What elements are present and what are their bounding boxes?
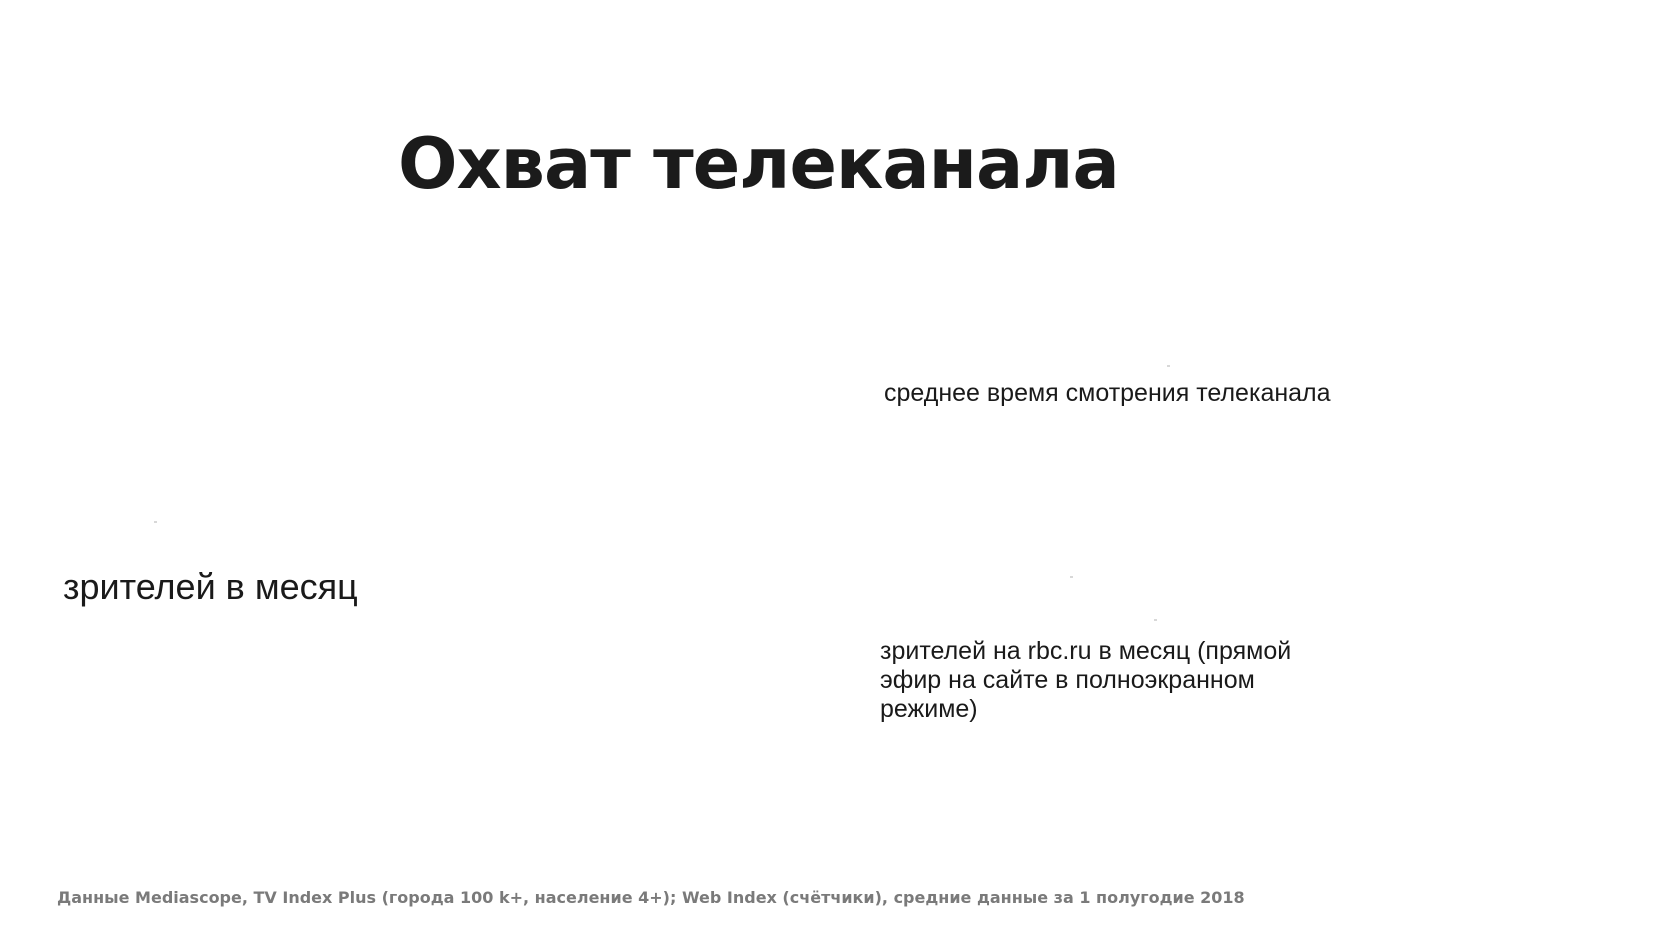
rbc-viewers-label-line-1: зрителей на rbc.ru в месяц (прямой [880, 637, 1292, 665]
speck-mark [1070, 576, 1073, 578]
rbc-viewers-label-line-3: режиме) [880, 695, 978, 723]
monthly-viewers-label: зрителей в месяц [63, 566, 358, 607]
rbc-viewers-label-line-2: эфир на сайте в полноэкранном [880, 666, 1255, 694]
slide-title: Охват телеканала [398, 123, 1119, 205]
speck-mark [1167, 365, 1170, 367]
avg-viewing-time-label: среднее время смотрения телеканала [884, 379, 1331, 407]
speck-mark [154, 521, 157, 523]
source-footnote: Данные Mediascope, TV Index Plus (города 100 k+, население 4+); Web Index (счётчики), средние данные за 1 полугодие 2018 [57, 888, 1245, 907]
rbc-viewers-label [880, 637, 1340, 724]
speck-mark [1154, 619, 1157, 621]
